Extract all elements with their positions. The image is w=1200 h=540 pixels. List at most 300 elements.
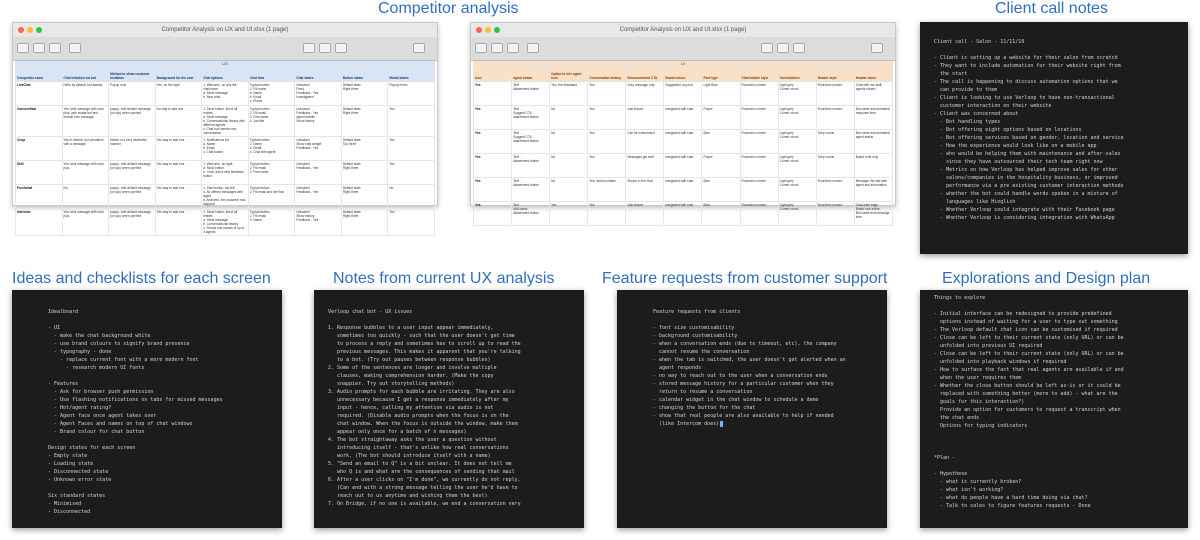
text-line: - Whether the close button should be left as-is or it could be bbox=[934, 383, 1121, 389]
table-cell[interactable]: Text Add users Attachment button bbox=[512, 202, 550, 226]
text-line: the chat ends bbox=[934, 415, 980, 421]
table-cell[interactable]: Default state Right three bbox=[341, 106, 388, 137]
table-cell[interactable]: Light grey Corner round bbox=[778, 178, 816, 202]
text-line: Verloop chat bot - UX issues bbox=[328, 309, 413, 315]
minimize-button[interactable] bbox=[485, 27, 491, 33]
table-cell[interactable]: Board note only bbox=[854, 154, 892, 178]
column-header: Method to show customer invitation bbox=[109, 68, 156, 82]
markup-button[interactable] bbox=[303, 43, 315, 53]
text-line bbox=[934, 446, 1174, 454]
table-cell[interactable]: Integrated with chat bbox=[664, 106, 702, 130]
table-cell[interactable]: 1. Start button, top left a. All offered messages with agent b. Archived, the customer has stopped bbox=[202, 185, 249, 209]
share-button[interactable] bbox=[527, 43, 539, 53]
table-cell[interactable]: Freshchat bbox=[16, 185, 63, 209]
table-cell[interactable]: Chat with our staff, agents shown bbox=[854, 82, 892, 106]
text-line: can provide to them bbox=[934, 87, 998, 93]
column-header: Header notes bbox=[854, 68, 892, 82]
text-line: work. (The bot should introduce itself with a name) bbox=[328, 453, 491, 459]
text-line: - The Verloop default chat icon can be customised if required bbox=[934, 327, 1118, 333]
close-button[interactable] bbox=[18, 27, 24, 33]
table-cell[interactable]: Blue bbox=[702, 130, 740, 154]
table-cell[interactable]: No bbox=[62, 185, 109, 209]
table-row bbox=[474, 154, 893, 178]
text-line: previous messages. This makes it apparent that you're talking bbox=[328, 349, 521, 355]
text-line: - whether the bot could handle words spoken in a mixture of bbox=[934, 191, 1118, 197]
text-line: replaced with something better (more to add) - what are the bbox=[934, 391, 1118, 397]
table-cell[interactable]: Yes, on the right bbox=[155, 82, 202, 106]
competitor-sheet-window-ux bbox=[12, 22, 438, 234]
table-cell[interactable]: Integrated with chat bbox=[664, 202, 702, 226]
text-line: reach out to us anytime and wishing them the best) bbox=[328, 493, 488, 499]
table-row bbox=[16, 137, 435, 161]
sheet-content bbox=[471, 61, 895, 226]
table-cell[interactable]: Typical button 2. Fill email 3. Name bbox=[248, 209, 295, 236]
table-cell[interactable]: Light grey Corner round bbox=[778, 130, 816, 154]
table-cell[interactable]: Yes bbox=[588, 130, 626, 154]
text-line: - typography - done bbox=[48, 349, 112, 355]
table-cell[interactable]: Can be customized bbox=[626, 130, 664, 154]
text-line: snappier. Try out storytelling methods) bbox=[328, 381, 455, 387]
table-cell[interactable]: Purple bbox=[702, 154, 740, 178]
table-cell[interactable]: Yes, would contain bbox=[588, 178, 626, 202]
explorations-editor[interactable] bbox=[920, 290, 1188, 528]
column-header: Modal states bbox=[388, 68, 435, 82]
text-cursor bbox=[720, 421, 723, 427]
text-line: - Agent Faces and names on top of chat windows bbox=[48, 421, 193, 427]
table-cell[interactable]: No bbox=[550, 106, 588, 130]
table-cell[interactable]: popup, with default message (on top) when opened bbox=[109, 209, 156, 236]
group-header-ux: UX bbox=[15, 61, 435, 67]
text-line: - what is currently broken? bbox=[934, 479, 1022, 485]
sidebar-toggle-button[interactable] bbox=[475, 43, 487, 53]
table-cell[interactable]: Light Blue bbox=[702, 82, 740, 106]
table-cell[interactable]: Rounded corners bbox=[740, 130, 778, 154]
table-cell[interactable]: Unlocked Feedback - Yes bbox=[295, 185, 342, 209]
text-line: appear only once for a batch of n messages) bbox=[328, 429, 467, 435]
text-line: - The call is happening to discuss automation options that we bbox=[934, 79, 1118, 85]
table-row bbox=[474, 178, 893, 202]
text-line: languages like Hinglish bbox=[934, 199, 1016, 205]
text-line: - Bot offering services based on gender, location and service bbox=[934, 135, 1124, 141]
table-cell[interactable]: Yes bbox=[474, 82, 512, 106]
text-line: input - hence, calling my attention via audio is not bbox=[328, 405, 494, 411]
table-cell[interactable]: No bbox=[550, 154, 588, 178]
text-line bbox=[934, 302, 1174, 310]
column-header: Chat initiation via bot bbox=[62, 68, 109, 82]
column-header: Chat bubble style bbox=[740, 68, 778, 82]
text-line: - use brand colours to signify brand presence bbox=[48, 341, 190, 347]
search-button[interactable] bbox=[413, 43, 425, 53]
sheet-toolbar bbox=[13, 37, 437, 61]
ux-notes-editor[interactable] bbox=[314, 290, 584, 528]
text-line: 1. Response bubbles to a user input appear immediately, bbox=[328, 325, 494, 331]
table-cell[interactable]: Rounded corners bbox=[816, 82, 854, 106]
text-line: - Client is looking to use Verloop to have non-transactional bbox=[934, 95, 1115, 101]
table-cell[interactable]: Yes way to add one bbox=[155, 185, 202, 209]
table-cell[interactable]: Yes, tells message with chat plus, with avatar but and default new message bbox=[62, 106, 109, 137]
table-cell[interactable]: Blue bbox=[702, 178, 740, 202]
table-row bbox=[474, 106, 893, 130]
zoom-in-button[interactable] bbox=[49, 43, 61, 53]
table-cell[interactable]: Purple bbox=[702, 106, 740, 130]
text-line: - make the chat background white bbox=[48, 333, 151, 339]
column-header: Font type bbox=[702, 68, 740, 82]
text-line bbox=[934, 438, 1174, 446]
table-cell[interactable]: Conversifica bbox=[16, 106, 63, 137]
sidebar-toggle-button[interactable] bbox=[17, 43, 29, 53]
text-line: chat window. When the focus is outside the window, make them bbox=[328, 421, 518, 427]
search-button[interactable] bbox=[871, 43, 883, 53]
column-header: Option to hire agent icon bbox=[550, 68, 588, 82]
text-line: options instead of waiting for a user to type out something bbox=[934, 319, 1118, 325]
text-line: the start bbox=[934, 71, 968, 77]
table-cell[interactable]: Rounded corners bbox=[816, 202, 854, 226]
text-line: - UI bbox=[48, 325, 61, 331]
table-cell[interactable]: Yes bbox=[388, 137, 435, 161]
table-cell[interactable]: Text Attachment button bbox=[512, 178, 550, 202]
text-line: Provide an option for customers to request a transcript when bbox=[934, 407, 1121, 413]
table-cell[interactable]: Default state Right three bbox=[341, 209, 388, 236]
text-line: - changing the button for the chat bbox=[653, 405, 756, 411]
table-cell[interactable]: Rounded corners bbox=[740, 106, 778, 130]
table-cell[interactable]: Unlocked Fixed Feedback - Yes Investigated bbox=[295, 82, 342, 106]
text-line: - what do people have a hard time doing via chat? bbox=[934, 495, 1088, 501]
table-cell[interactable]: Notice in a very distinctive manner bbox=[109, 137, 156, 161]
table-cell[interactable]: Drift bbox=[16, 161, 63, 185]
text-line bbox=[48, 372, 268, 380]
table-cell[interactable]: Messages get sent bbox=[626, 154, 664, 178]
table-cell[interactable]: Default state Right three bbox=[341, 161, 388, 185]
text-line: introducing itself - that's unlike how real conversations bbox=[328, 445, 509, 451]
table-cell[interactable]: Yes bbox=[588, 202, 626, 226]
text-line: - Bot handling types bbox=[934, 119, 1001, 125]
text-line bbox=[653, 316, 873, 324]
text-line: - research modern UI fonts bbox=[48, 365, 145, 371]
text-line bbox=[48, 316, 268, 324]
text-line: 5. "Send an email to Q" is a bit unclear. It does not tell me bbox=[328, 461, 512, 467]
table-cell[interactable]: Yes bbox=[588, 154, 626, 178]
text-line: (like Intercom does) bbox=[653, 420, 873, 428]
text-line: - Features bbox=[48, 381, 79, 387]
table-cell[interactable]: Default state Top three bbox=[341, 137, 388, 161]
table-cell[interactable]: Hello by default, bot assists bbox=[62, 82, 109, 106]
text-line: - Hot/agent rating? bbox=[48, 405, 112, 411]
table-cell[interactable]: Unlocked Feedback - Yes bbox=[295, 161, 342, 185]
text-line: - Disconnected state bbox=[48, 469, 109, 475]
caption-feature-requests: Feature requests from customer support bbox=[602, 270, 888, 287]
window-titlebar bbox=[471, 23, 895, 37]
table-cell[interactable]: Intercom bbox=[16, 209, 63, 236]
text-line: unfolded into playback windows if required bbox=[934, 359, 1067, 365]
column-header: Chat flow bbox=[248, 68, 295, 82]
table-cell[interactable]: 1. Notifications list a. Name b. Email c. Chat button bbox=[202, 137, 249, 161]
table-cell[interactable]: Typical button 2. Fill email 3. First name 4. Job title bbox=[248, 106, 295, 137]
text-line: - Metrics on how Verloop has helped improve sales for other bbox=[934, 167, 1118, 173]
text-line: performance via a pre existing customer interaction methods bbox=[934, 183, 1124, 189]
table-cell[interactable]: Yes way to add one bbox=[155, 137, 202, 161]
text-line: - Bot offering eight options based on locations bbox=[934, 127, 1082, 133]
text-line: - font size customisability bbox=[653, 325, 735, 331]
text-line: to a bot. (Try out pauses between response bubbles) bbox=[328, 357, 491, 363]
table-row bbox=[16, 161, 435, 185]
table-row bbox=[16, 106, 435, 137]
column-header: Brand colour bbox=[664, 68, 702, 82]
table-row bbox=[474, 82, 893, 106]
table-cell[interactable]: Yes, tells message with chat plus bbox=[62, 209, 109, 236]
text-line: - calendar widget in the chat window to schedule a demo bbox=[653, 397, 819, 403]
table-cell[interactable]: Typical button 2. Fill name a. Name b. Email c. Phone bbox=[248, 82, 295, 106]
table-cell[interactable]: Unlocked Show chat widget Feedback - Yes bbox=[295, 137, 342, 161]
column-header: Button states bbox=[341, 68, 388, 82]
table-row bbox=[16, 209, 435, 236]
window-titlebar bbox=[13, 23, 437, 37]
table-cell[interactable]: Yes in default, but persistent with a message bbox=[62, 137, 109, 161]
table-cell[interactable]: Shown in the chat bbox=[626, 178, 664, 202]
table-cell[interactable]: Light grey Corner round bbox=[778, 106, 816, 130]
text-line: since they have outsourced their tech team right now bbox=[934, 159, 1103, 165]
text-line: sometimes too quickly - such that the user doesn't get time bbox=[328, 333, 515, 339]
table-cell[interactable]: Bot name and animated agent status bbox=[854, 130, 892, 154]
text-line: who Q is and what are the consequences of sending that mail bbox=[328, 469, 515, 475]
text-line: - Use flashing notifications on tabs for missed messages bbox=[48, 397, 223, 403]
table-cell[interactable]: Yes bbox=[474, 154, 512, 178]
column-header: Chat states bbox=[295, 68, 342, 82]
table-cell[interactable]: Chat wide edge Board role active Bot name and message time bbox=[854, 202, 892, 226]
text-line: - Initial interface can be redesigned to provide predefined bbox=[934, 311, 1112, 317]
table-cell[interactable]: Yes way to add one bbox=[155, 161, 202, 185]
ideas-checklist-editor[interactable] bbox=[12, 290, 282, 528]
table-cell[interactable]: Rounded corners bbox=[740, 178, 778, 202]
table-cell[interactable]: Light grey Corner round bbox=[778, 154, 816, 178]
table-cell[interactable]: Yes bbox=[474, 130, 512, 154]
text-line: cannot resume the conversation bbox=[653, 349, 750, 355]
column-header: Header style bbox=[816, 68, 854, 82]
text-line: - Disconnected bbox=[48, 509, 91, 515]
table-cell[interactable]: Yes bbox=[388, 161, 435, 185]
text-line: required. (Disable audio prompts when the focus is on the bbox=[328, 413, 509, 419]
text-line: - what isn't working? bbox=[934, 487, 1004, 493]
table-cell[interactable]: Yes bbox=[550, 202, 588, 226]
share-button[interactable] bbox=[69, 43, 81, 53]
table-row bbox=[474, 130, 893, 154]
table-cell[interactable]: Unlocked Feedback - Yes Agent details Show history bbox=[295, 106, 342, 137]
table-cell[interactable]: Yes, the illustrated bbox=[550, 82, 588, 106]
text-line bbox=[934, 46, 1174, 54]
text-line: Options for typing indicators bbox=[934, 423, 1028, 429]
zoom-in-button[interactable] bbox=[507, 43, 519, 53]
text-line: Things to explore bbox=[934, 295, 986, 301]
table-cell[interactable]: popup, with default message (on top) when opened bbox=[109, 106, 156, 137]
table-cell[interactable]: Crisp bbox=[16, 137, 63, 161]
table-cell[interactable]: Yes bbox=[474, 106, 512, 130]
table-cell[interactable]: Grey message only bbox=[626, 82, 664, 106]
text-line: - stored message history for a particular customer when they bbox=[653, 381, 834, 387]
table-cell[interactable]: Text Attachment button bbox=[512, 154, 550, 178]
table-cell[interactable]: No way to add one bbox=[155, 106, 202, 137]
table-cell[interactable]: Blue bbox=[702, 202, 740, 226]
table-cell[interactable]: Integrated with chat bbox=[664, 178, 702, 202]
table-cell[interactable]: 1. Send button, list of all entries a. Send message b. Conversational history c. Shows and names of up to 3 agents bbox=[202, 209, 249, 236]
table-cell[interactable]: Yes bbox=[588, 82, 626, 106]
text-line: to process a reply and sometimes has to scroll up to read the bbox=[328, 341, 521, 347]
table-cell[interactable]: Popup only bbox=[109, 82, 156, 106]
sheet-toolbar bbox=[471, 37, 895, 61]
column-header: Chat options bbox=[202, 68, 249, 82]
table-cell[interactable]: Suggested, any bot bbox=[664, 82, 702, 106]
text-line: unnecessary because I get a response immediately after my bbox=[328, 397, 509, 403]
text-line: - show that real people are also available to help if needed bbox=[653, 413, 834, 419]
table-cell[interactable]: Rounded corners bbox=[816, 106, 854, 130]
markup-button[interactable] bbox=[761, 43, 773, 53]
text-line bbox=[934, 430, 1174, 438]
text-line: - when the tab is switched, the user doesn't get alerted when an bbox=[653, 357, 846, 363]
text-line: unfolded into previous UI required bbox=[934, 343, 1043, 349]
table-cell[interactable]: Rounded corners bbox=[740, 154, 778, 178]
text-line: salons/companies in the hospitality business, or improved bbox=[934, 175, 1118, 181]
table-cell[interactable]: Yes bbox=[388, 106, 435, 137]
text-line bbox=[48, 484, 268, 492]
competitor-table-ux bbox=[15, 67, 435, 236]
text-line: - Brand colour for chat button bbox=[48, 429, 145, 435]
zoom-out-button[interactable] bbox=[33, 43, 45, 53]
text-line: Idealboard bbox=[48, 309, 79, 315]
table-cell[interactable]: 1. Send button, list of all entries a. Send message b. Conversational history with different agents c. Chat tool inserts new conversation bbox=[202, 106, 249, 137]
text-line: - when a conversation ends (due to timeout, etc), the company bbox=[653, 341, 837, 347]
text-line: Six standard states bbox=[48, 493, 106, 499]
table-cell[interactable]: Just shows bbox=[626, 202, 664, 226]
text-line: - no way to reach out to the user when a conversation ends bbox=[653, 373, 828, 379]
text-line: agent responds bbox=[653, 365, 702, 371]
maximize-button[interactable] bbox=[494, 27, 500, 33]
client-call-notes-editor[interactable] bbox=[920, 22, 1188, 254]
table-cell[interactable]: Yes bbox=[388, 209, 435, 236]
text-line: - How the experience would look like on a mobile app bbox=[934, 143, 1097, 149]
text-line: - Close can be left to their current state (only URL) or can be bbox=[934, 335, 1124, 341]
table-cell[interactable]: Text Suggest CTA attachment button bbox=[512, 130, 550, 154]
table-cell[interactable]: Grey corner bbox=[816, 130, 854, 154]
table-cell[interactable]: Rounded corners bbox=[816, 178, 854, 202]
column-header: Sent bubbles bbox=[778, 68, 816, 82]
maximize-button[interactable] bbox=[36, 27, 42, 33]
text-line: - Client is setting up a website for their salon from scratch bbox=[934, 55, 1118, 61]
competitor-sheet-window-ui bbox=[470, 22, 896, 219]
caption-ux-notes: Notes from current UX analysis bbox=[333, 270, 555, 287]
table-cell[interactable]: Text Suggest CTA attachment button bbox=[512, 106, 550, 130]
table-cell[interactable]: Text Attachment button bbox=[512, 82, 550, 106]
caption-competitor-analysis: Competitor analysis bbox=[378, 0, 519, 17]
feature-requests-editor[interactable] bbox=[617, 290, 887, 528]
table-cell[interactable]: Yes bbox=[474, 202, 512, 226]
table-cell[interactable]: Integrated with chat bbox=[664, 130, 702, 154]
edit-button[interactable] bbox=[335, 43, 347, 53]
rotate-button[interactable] bbox=[777, 43, 789, 53]
column-header: Competitor name bbox=[16, 68, 63, 82]
table-cell[interactable]: Light grey Corner round bbox=[778, 82, 816, 106]
table-cell[interactable]: Unlocked Show history Feedback - Yes bbox=[295, 209, 342, 236]
column-header: Background for the user bbox=[155, 68, 202, 82]
text-line: Design states for each screen bbox=[48, 445, 136, 451]
table-cell[interactable]: Yes, tells message with chat plus bbox=[62, 161, 109, 185]
table-cell[interactable]: Rounded corners bbox=[740, 202, 778, 226]
text-line: - Unknown error state bbox=[48, 477, 112, 483]
table-cell[interactable]: No bbox=[550, 130, 588, 154]
text-line: *Plan - bbox=[934, 455, 956, 461]
caption-ideas-checklists: Ideas and checklists for each screen bbox=[12, 270, 271, 287]
text-line: 2. Some of the sentences are longer and involve multiple bbox=[328, 365, 497, 371]
table-row bbox=[16, 82, 435, 106]
text-line: return to resume a conversation bbox=[653, 389, 753, 395]
table-row bbox=[16, 185, 435, 209]
table-cell[interactable]: popup, with default message (on top) when opened bbox=[109, 161, 156, 185]
group-header-ui: UI bbox=[473, 61, 893, 67]
text-line bbox=[934, 462, 1174, 470]
caption-client-call-notes: Client call notes bbox=[995, 0, 1108, 17]
column-header: Conversation history bbox=[588, 68, 626, 82]
rotate-button[interactable] bbox=[319, 43, 331, 53]
table-row bbox=[474, 202, 893, 226]
table-cell[interactable]: Typical button 2. Fill email 3. First name bbox=[248, 161, 295, 185]
text-line: - How to surface the fact that real agents are available if and bbox=[934, 367, 1124, 373]
table-cell[interactable]: Message: Be fast with agent and information bbox=[854, 178, 892, 202]
table-cell[interactable]: Typical button 2. Fill email and the flow bbox=[248, 185, 295, 209]
table-cell[interactable]: Default state Right three bbox=[341, 185, 388, 209]
zoom-out-button[interactable] bbox=[491, 43, 503, 53]
window-title: Competitor Analysis on UX and UI.xlsx (1 page) bbox=[161, 27, 289, 33]
table-cell[interactable]: Grey corner bbox=[816, 154, 854, 178]
table-cell[interactable]: Bot name and animated response time bbox=[854, 106, 892, 130]
table-cell[interactable]: Default state Right three bbox=[341, 82, 388, 106]
table-cell[interactable]: 1. Welcome, on any left chat/home a. Send message b. New chat bbox=[202, 82, 249, 106]
close-button[interactable] bbox=[476, 27, 482, 33]
text-line: 7. On Bridge, if no one is available, we end a conversation very bbox=[328, 501, 521, 507]
text-line: 6. After a user clicks on "I'm done", we currently do not reply. bbox=[328, 477, 521, 483]
text-line: - Close can be left to their current state (only URL) or can be bbox=[934, 351, 1124, 357]
column-header: Icon bbox=[474, 68, 512, 82]
text-line bbox=[48, 436, 268, 444]
text-line: - Client was concerned about bbox=[934, 111, 1019, 117]
table-cell[interactable]: Integrated with chat bbox=[664, 154, 702, 178]
text-line: customer interaction on their website bbox=[934, 103, 1052, 109]
table-cell[interactable]: Yes way to add one bbox=[155, 209, 202, 236]
competitor-table-ui bbox=[473, 67, 893, 226]
text-line: - who would be helping them with maintenance and after-sales bbox=[934, 151, 1121, 157]
column-header: Recommended CTA bbox=[626, 68, 664, 82]
table-cell[interactable]: 1. Welcome, on right a. Send button b. Chat, add a new feedback button bbox=[202, 161, 249, 185]
edit-button[interactable] bbox=[793, 43, 805, 53]
table-cell[interactable]: popup, with default message (on top) when opened bbox=[109, 185, 156, 209]
text-line: - Whether Verloop is considering integration with WhatsApp bbox=[934, 215, 1115, 221]
minimize-button[interactable] bbox=[27, 27, 33, 33]
text-line: - Empty state bbox=[48, 453, 88, 459]
table-cell[interactable]: Yes bbox=[588, 106, 626, 130]
table-cell[interactable]: No bbox=[388, 185, 435, 209]
column-header: Agent avatar bbox=[512, 68, 550, 82]
table-cell[interactable]: No bbox=[550, 178, 588, 202]
text-line: - They want to include automation for their website right from bbox=[934, 63, 1121, 69]
table-cell[interactable]: Popup menu bbox=[388, 82, 435, 106]
table-cell[interactable]: Just shows bbox=[626, 106, 664, 130]
text-line: 4. The bot straightaway asks the user a question without bbox=[328, 437, 497, 443]
table-cell[interactable]: Yes bbox=[474, 178, 512, 202]
table-cell[interactable]: LiveChat bbox=[16, 82, 63, 106]
text-line: - Talk to sales to figure features requests - Done bbox=[934, 503, 1091, 509]
text-line: - Loading state bbox=[48, 461, 94, 467]
table-cell[interactable]: Light grey Corner round bbox=[778, 202, 816, 226]
text-line: - background customisability bbox=[653, 333, 738, 339]
table-cell[interactable]: Rounded corners bbox=[740, 82, 778, 106]
table-cell[interactable]: Typical button 2. Name 3. Email 4. Chat with agent bbox=[248, 137, 295, 161]
text-line: (Can end with a strong message telling the user he'd have to bbox=[328, 485, 518, 491]
